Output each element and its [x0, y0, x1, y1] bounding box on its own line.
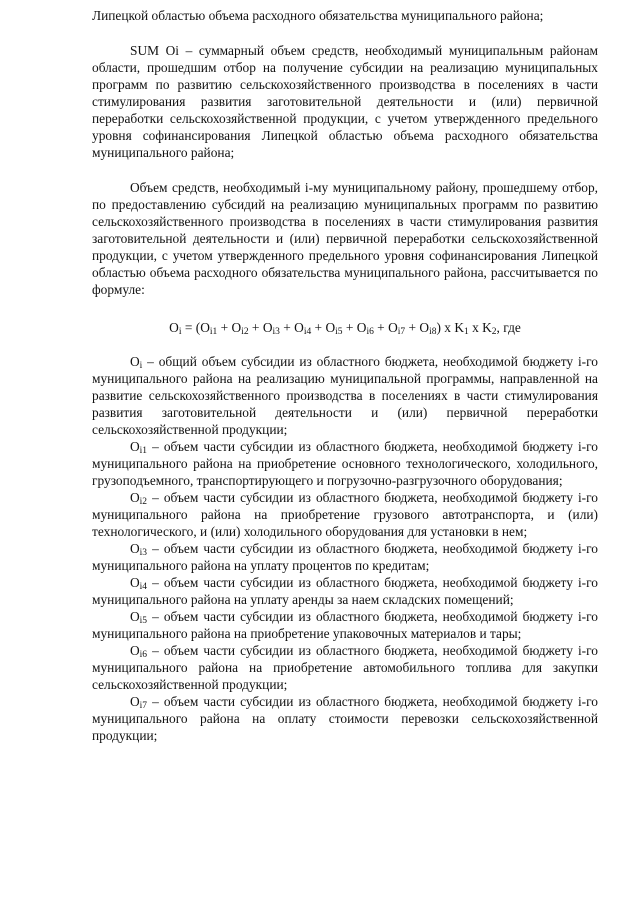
formula-term: O [325, 320, 336, 335]
formula-term: O [388, 320, 398, 335]
formula-term-sub: i7 [397, 327, 406, 337]
definition-item [92, 693, 598, 744]
formula-k1-sub: 1 [463, 327, 469, 337]
definition-item [92, 438, 598, 489]
document-page [92, 7, 598, 744]
definition-symbol: O [130, 354, 140, 369]
formula-k2-sub: 2 [491, 327, 497, 337]
formula [92, 319, 598, 336]
definition-text: – объем части субсидии из областного бюджета, необходимой бюджету i-го муниципального района на оплату стоимости перевозки сельскохозяйственной продукции; [92, 694, 598, 743]
definition-item [92, 642, 598, 693]
formula-term-sub: i1 [209, 327, 218, 337]
formula-term: O [231, 320, 242, 335]
definition-symbol-sub: i6 [139, 650, 148, 660]
definition-text: – объем части субсидии из областного бюджета, необходимой бюджету i-го муниципального района на приобретение грузового автотранспорта, и (или) технологического, и (или) холодильного оборудования для установки в нем; [92, 490, 598, 539]
formula-lhs-sub: i [178, 327, 182, 337]
formula-plus: + [217, 320, 232, 335]
definition-item [92, 608, 598, 642]
definition-text: – объем части субсидии из областного бюджета, необходимой бюджету i-го муниципального района на приобретение основного технологического, холодильного, грузоподъемного, транспортирующего и погрузочно-разгрузочного оборудования; [92, 439, 598, 488]
formula-term-sub: i2 [241, 327, 249, 337]
formula-lhs: O [169, 320, 179, 335]
formula-close: ) x [436, 320, 455, 335]
formula-tail: , где [496, 320, 521, 335]
definition-text: – общий объем субсидии из областного бюджета, необходимой бюджету i-го муниципального района на реализацию муниципальной программы, направленной на развитие сельскохозяйственного производства в поселениях в части стимулирования развития заготовительной деятельности и (или) первичной переработки сельскохозяйственной продукции; [92, 354, 598, 437]
definition-symbol: O [130, 439, 140, 454]
definition-text: – объем части субсидии из областного бюджета, необходимой бюджету i-го муниципального района на уплату процентов по кредитам; [92, 541, 598, 573]
formula-plus: + [248, 320, 263, 335]
formula-term-sub: i6 [366, 327, 374, 337]
definition-symbol-sub: i3 [139, 548, 148, 558]
formula-plus: + [311, 320, 326, 335]
definition-symbol-sub: i7 [139, 701, 148, 711]
formula-term-sub: i5 [335, 327, 343, 337]
definition-item [92, 353, 598, 438]
formula-times: x [468, 320, 483, 335]
formula-eq: = ( [181, 320, 201, 335]
paragraph-volume-formula-intro: Объем средств, необходимый i-му муниципальному району, прошедшему отбор, по предоставлению субсидий на реализацию муниципальных программ по развитию сельскохозяйственного производства в поселениях в части стимулирования развития заготовительной деятельности и (или) первичной переработки сельскохозяйственной продукции, с учетом утвержденного предельного уровня софинансирования Липецкой областью объема расходного обязательства муниципального района, рассчитывается по формуле: [92, 180, 598, 297]
formula-plus: + [373, 320, 389, 335]
definition-symbol-sub: i5 [139, 616, 148, 626]
definition-item [92, 574, 598, 608]
definition-symbol: O [130, 541, 140, 556]
paragraph-continuation: Липецкой областью объема расходного обязательства муниципального района; [92, 8, 544, 23]
definition-symbol: O [130, 575, 140, 590]
formula-k1: K [454, 320, 464, 335]
formula-k2: K [482, 320, 492, 335]
formula-plus: + [342, 320, 357, 335]
definition-symbol-sub: i2 [139, 497, 148, 507]
definition-symbol-sub: i1 [139, 446, 148, 456]
definition-symbol-sub: i4 [139, 582, 148, 592]
definition-item [92, 489, 598, 540]
definition-symbol-sub: i [139, 361, 143, 371]
definition-text: – объем части субсидии из областного бюджета, необходимой бюджету i-го муниципального района на приобретение упаковочных материалов и тары; [92, 609, 598, 641]
definition-symbol: O [130, 609, 140, 624]
definition-symbol: O [130, 490, 140, 505]
formula-term: O [294, 320, 304, 335]
formula-term-sub: i3 [272, 327, 280, 337]
formula-term: O [262, 320, 273, 335]
formula-plus: + [405, 320, 420, 335]
formula-plus: + [279, 320, 295, 335]
definition-item [92, 540, 598, 574]
paragraph-sum-definition: SUM Oi – суммарный объем средств, необходимый муниципальным районам области, прошедшим отбор на получение субсидии на реализацию муниципальных программ по развитию сельскохозяйственного производства в поселениях в части стимулирования развития заготовительной деятельности и (или) первичной переработки сельскохозяйственной продукции, с учетом утвержденного предельного уровня софинансирования Липецкой областью объема расходного обязательства муниципального района; [92, 43, 598, 160]
formula-term-sub: i4 [303, 327, 312, 337]
formula-term-sub: i8 [429, 327, 437, 337]
definition-symbol: O [130, 643, 140, 658]
definition-text: – объем части субсидии из областного бюджета, необходимой бюджету i-го муниципального района на уплату аренды за наем складских помещений; [92, 575, 598, 607]
formula-term: O [200, 320, 210, 335]
formula-term: O [356, 320, 367, 335]
definition-text: – объем части субсидии из областного бюджета, необходимой бюджету i-го муниципального района на приобретение автомобильного топлива для закупки сельскохозяйственной продукции; [92, 643, 598, 692]
definitions-list [92, 353, 598, 744]
definition-symbol: O [130, 694, 140, 709]
formula-term: O [419, 320, 430, 335]
